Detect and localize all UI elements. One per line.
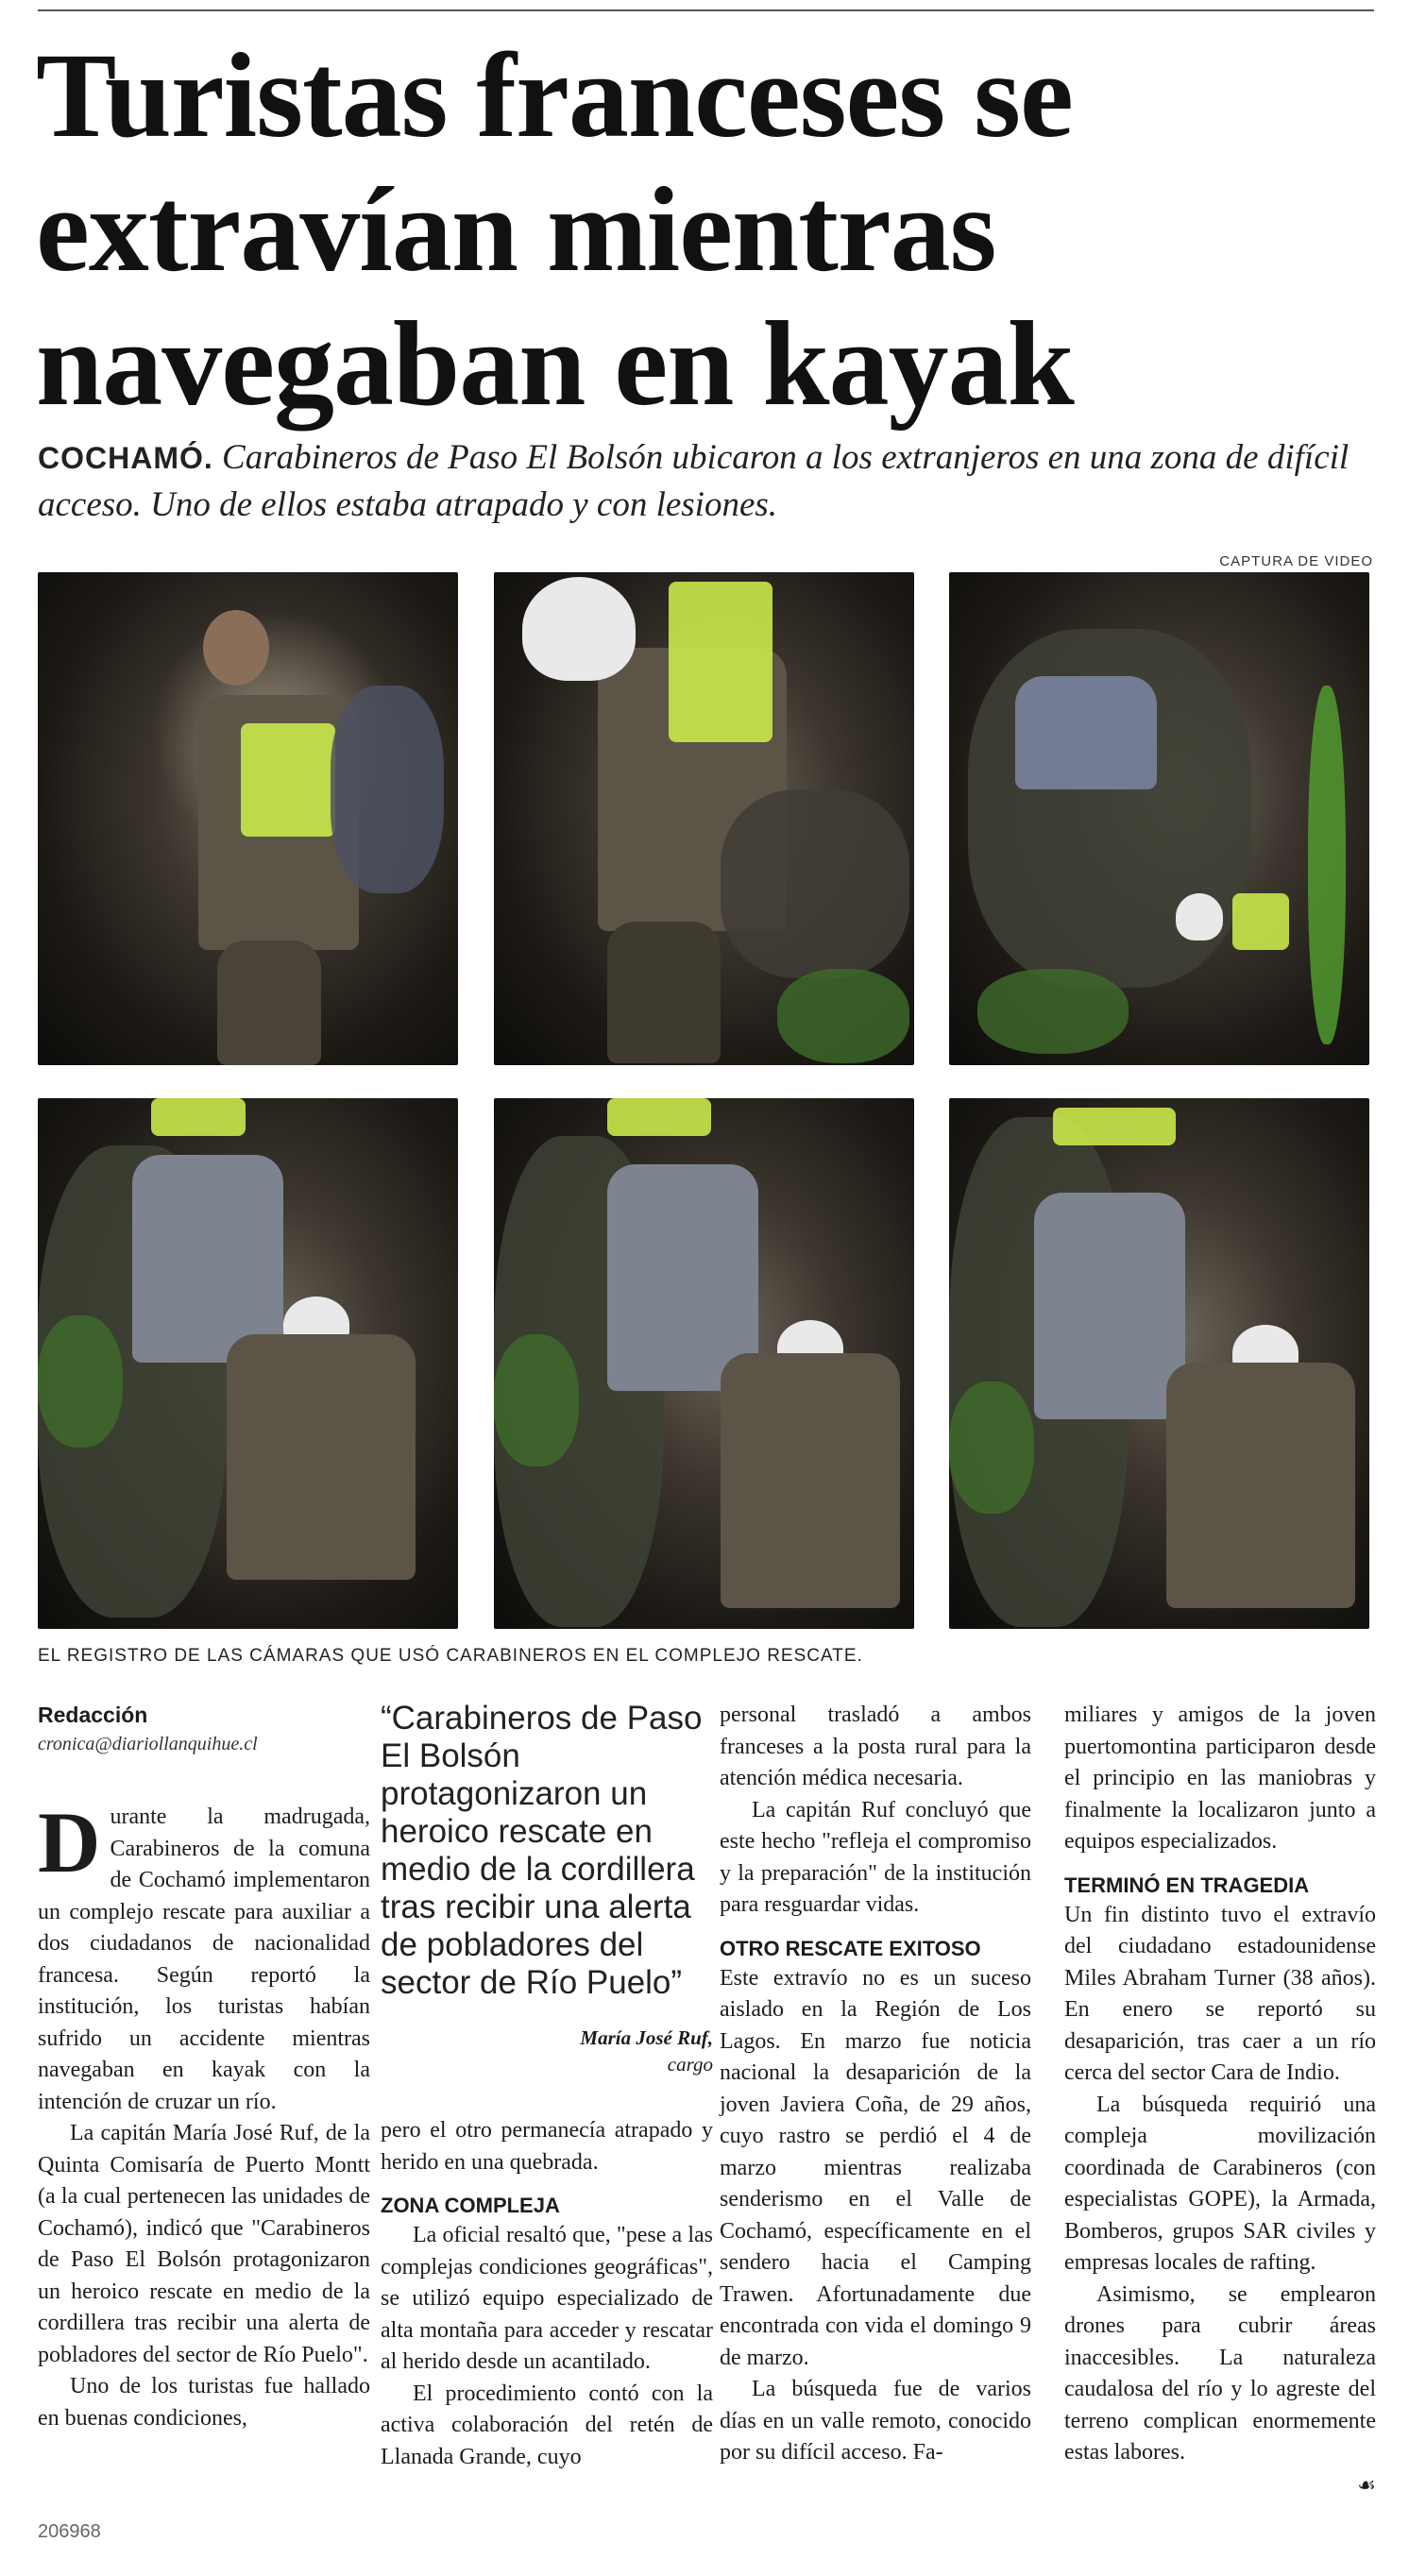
- article-paragraph: miliares y amigos de la joven puertomontina participaron desde el principio en las maniobras y finalmente la localizaron junto a equipos especializados.: [1064, 1703, 1376, 1854]
- end-mark-icon: ☙: [1357, 2472, 1376, 2497]
- article-paragraph: Un fin distinto tuvo el extravío del ciudadano estadounidense Miles Abraham Turner (38 años). En enero se reportó su desaparición, tras caer a un río cerca del sector Cara de Indio.: [1064, 1902, 1376, 2085]
- headline-line-2: extravían mientras: [36, 162, 996, 297]
- headline: [36, 28, 1377, 431]
- article-column-3: [720, 1700, 1031, 2469]
- article-column-4: [1064, 1700, 1376, 2500]
- section-heading: OTRO RESCATE EXITOSO: [720, 1936, 981, 1960]
- rescue-photo-3: [949, 572, 1369, 1065]
- top-rule: [38, 9, 1374, 11]
- subheadline: [38, 434, 1369, 529]
- headline-line-1: Turistas franceses se: [36, 28, 1073, 162]
- drop-cap: D: [38, 1794, 101, 1890]
- section-heading: TERMINÓ EN TRAGEDIA: [1064, 1873, 1310, 1897]
- page-id: 206968: [38, 2521, 101, 2542]
- headline-line-3: navegaban en kayak: [36, 297, 1074, 431]
- article-paragraph: Uno de los turistas fue hallado en buenas condiciones,: [38, 2374, 370, 2431]
- rescue-photo-1: [38, 572, 458, 1065]
- pull-quote-name: María José Ruf,: [580, 2026, 713, 2049]
- article-paragraph: El procedimiento contó con la activa colaboración del retén de Llanada Grande, cuyo: [381, 2381, 713, 2469]
- rescue-photo-4: [38, 1098, 458, 1629]
- article-paragraph: Durante la madrugada, Carabineros de la comuna de Cochamó implementaron un complejo rescate para auxiliar a dos ciudadanos de nacionalidad francesa. Según reportó la institución, los turistas habían sufrido un accidente mientras navegaban en kayak con la intención de cruzar un río.: [38, 1794, 370, 2114]
- article-paragraph: La capitán María José Ruf, de la Quinta Comisaría de Puerto Montt (a la cual pertenecen las unidades de Cochamó), indicó que "Carabineros de Paso El Bolsón protagonizaron un heroico rescate en medio de la cordillera tras recibir una alerta de pobladores del sector de Río Puelo".: [38, 2121, 370, 2367]
- article-paragraph: personal trasladó a ambos franceses a la posta rural para la atención médica necesaria.: [720, 1703, 1031, 1790]
- pull-quote-role: cargo: [667, 2053, 713, 2076]
- location-kicker: COCHAMÓ.: [38, 441, 213, 475]
- article-paragraph: Asimismo, se emplearon drones para cubrir áreas inaccesibles. La naturaleza caudalosa del río y lo agreste del terreno complican enormemente estas labores.: [1064, 2281, 1376, 2465]
- rescue-photo-6: [949, 1098, 1369, 1629]
- article-column-2: [381, 1700, 713, 2473]
- rescue-photo-5: [494, 1098, 914, 1629]
- article-column-1: [38, 1700, 370, 2434]
- article-paragraph: La búsqueda requirió una compleja movilización coordinada de Carabineros (con especialistas GOPE), la Armada, Bomberos, grupos SAR civiles y empresas locales de rafting.: [1064, 2092, 1376, 2275]
- article-paragraph: pero el otro permanecía atrapado y herido en una quebrada.: [381, 2118, 713, 2175]
- byline-author: Redacción: [38, 1703, 148, 1727]
- byline-email[interactable]: cronica@diariollanquihue.cl: [38, 1734, 258, 1754]
- article-paragraph: La oficial resaltó que, "pese a las complejas condiciones geográficas", se utilizó equipo especializado de alta montaña para acceder y rescatar al herido desde un acantilado.: [381, 2223, 713, 2374]
- photo-caption: EL REGISTRO DE LAS CÁMARAS QUE USÓ CARABINEROS EN EL COMPLEJO RESCATE.: [38, 1646, 863, 1666]
- article-paragraph: La capitán Ruf concluyó que este hecho "refleja el compromiso y la preparación" de la institución para resguardar vidas.: [720, 1797, 1031, 1917]
- lede-text: Carabineros de Paso El Bolsón ubicaron a los extranjeros en una zona de difícil acceso. Uno de ellos estaba atrapado y con lesiones.: [38, 438, 1350, 524]
- article-paragraph: La búsqueda fue de varios días en un valle remoto, conocido por su difícil acceso. Fa-: [720, 2377, 1031, 2465]
- rescue-photo-2: [494, 572, 914, 1065]
- photo-credit: CAPTURA DE VIDEO: [1219, 553, 1373, 569]
- article-paragraph: Este extravío no es un suceso aislado en la Región de Los Lagos. En marzo fue noticia nacional la desaparición de la joven Javiera Coña, de 29 años, cuyo rastro se perdió el 4 de marzo mientras realizaba senderismo en el Valle de Cochamó, específicamente en el sendero hacia el Camping Trawen. Afortunadamente due encontrada con vida el domingo 9 de marzo.: [720, 1965, 1031, 2370]
- section-heading: ZONA COMPLEJA: [381, 2194, 560, 2217]
- pull-quote: “Carabineros de Paso El Bolsón protagonizaron un heroico rescate en medio de la cordillera tras recibir una alerta de pobladores del sector de Río Puelo”: [381, 1700, 703, 2001]
